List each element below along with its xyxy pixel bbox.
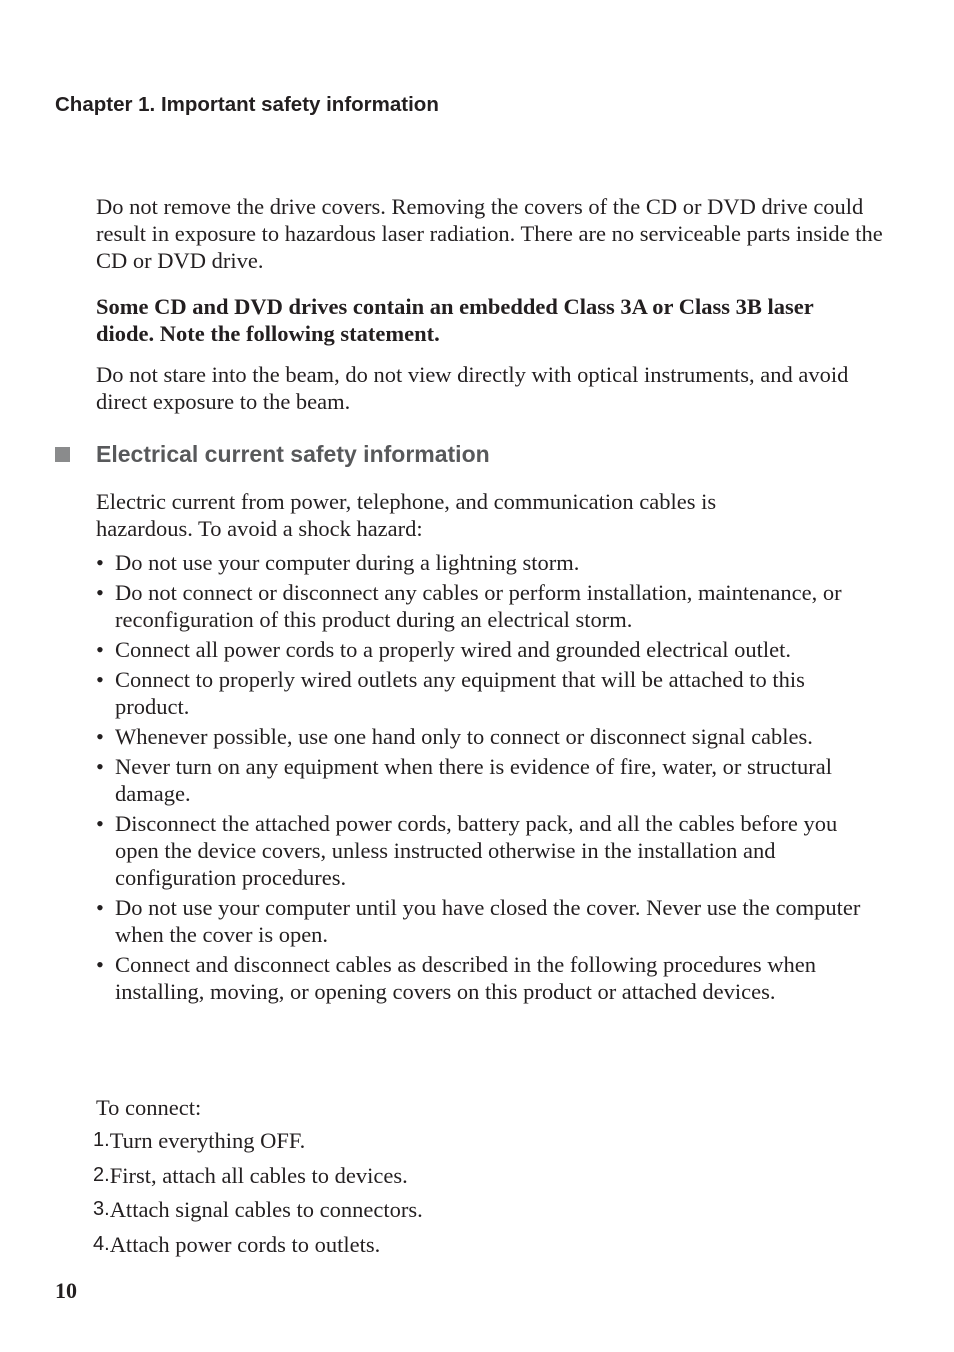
bullet-icon: • <box>96 550 104 575</box>
list-item: • Connect to properly wired outlets any equipment that will be attached to this product. <box>96 667 805 719</box>
list-item <box>93 1162 423 1197</box>
laser-warning-paragraph: Do not remove the drive covers. Removing the covers of the CD or DVD drive could result in exposure to hazardous laser radiation. There are no serviceable parts inside the CD or DVD drive. <box>96 194 883 273</box>
bullet-icon: • <box>96 811 104 836</box>
bullet-icon: • <box>96 637 104 662</box>
list-item: • Connect and disconnect cables as described in the following procedures when installing, moving, or opening covers on this product or attached devices. <box>96 952 817 1004</box>
list-item <box>93 1127 423 1162</box>
bullet-icon: • <box>96 952 104 977</box>
list-item <box>93 1231 423 1266</box>
section-title: Electrical current safety information <box>96 441 490 467</box>
step-text: Attach signal cables to connectors. <box>109 1197 423 1222</box>
step-text: First, attach all cables to devices. <box>109 1162 408 1188</box>
step-number: 3. <box>93 1198 110 1220</box>
bullet-icon: • <box>96 724 104 749</box>
step-text: Turn everything OFF. <box>109 1128 306 1153</box>
chapter-header: Chapter 1. Important safety information <box>55 93 439 116</box>
page-number: 10 <box>55 1278 77 1303</box>
list-item <box>93 1196 423 1231</box>
safety-bullet-list <box>96 549 876 1008</box>
list-item: • Disconnect the attached power cords, battery pack, and all the cables before you open the device covers, unless instructed otherwise in the installation and configuration procedures. <box>96 811 838 890</box>
bullet-icon: • <box>96 895 104 920</box>
list-item: • Connect all power cords to a properly wired and grounded electrical outlet. <box>96 637 792 662</box>
step-number: 2. <box>93 1163 110 1186</box>
step-number: 1. <box>93 1129 110 1151</box>
list-item: • Do not use your computer until you have closed the cover. Never use the computer when the cover is open. <box>96 895 861 947</box>
laser-diode-notice: Some CD and DVD drives contain an embedded Class 3A or Class 3B laser diode. Note the following statement. <box>96 294 814 346</box>
bullet-icon: • <box>96 580 104 605</box>
list-item: • Do not connect or disconnect any cables or perform installation, maintenance, or reconfiguration of this product during an electrical storm. <box>96 580 842 632</box>
step-number: 4. <box>93 1232 110 1255</box>
bullet-icon: • <box>96 754 104 779</box>
bullet-icon: • <box>96 667 104 692</box>
list-item: • Never turn on any equipment when there is evidence of fire, water, or structural damage. <box>96 754 832 806</box>
section-heading <box>55 441 490 468</box>
list-item: • Do not use your computer during a lightning storm. <box>96 550 580 575</box>
connect-steps-list <box>93 1127 423 1265</box>
section-square-icon <box>55 447 70 462</box>
step-text: Attach power cords to outlets. <box>109 1231 381 1257</box>
connect-label: To connect: <box>96 1095 202 1120</box>
section-intro: Electric current from power, telephone, and communication cables is hazardous. To avoid a shock hazard: <box>96 489 717 541</box>
laser-beam-statement: Do not stare into the beam, do not view directly with optical instruments, and avoid direct exposure to the beam. <box>96 362 849 414</box>
list-item: • Whenever possible, use one hand only to connect or disconnect signal cables. <box>96 724 813 749</box>
